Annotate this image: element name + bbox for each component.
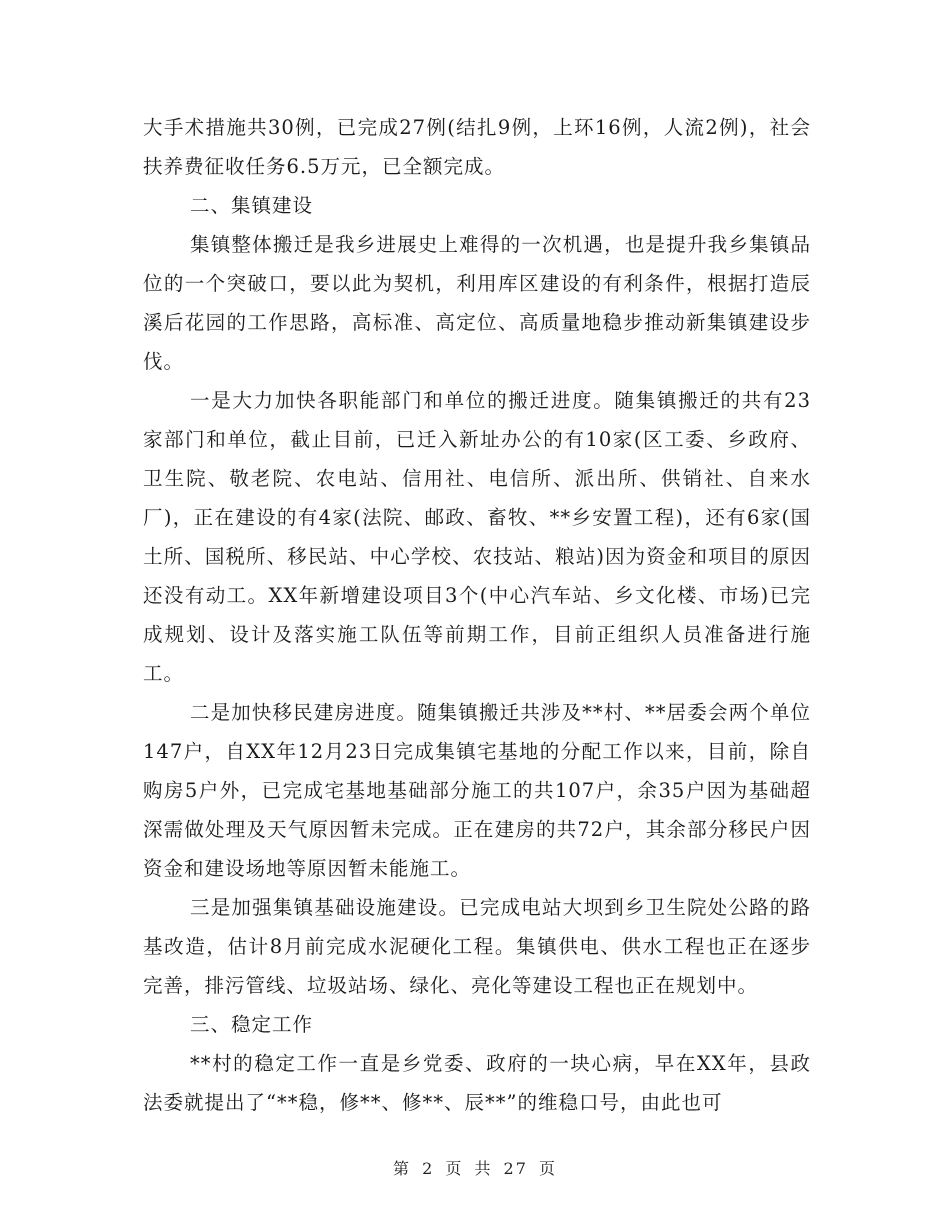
section-heading: 三、稳定工作 <box>190 1013 314 1036</box>
document-body <box>143 108 811 1122</box>
paragraph: 三是加强集镇基础设施建设。已完成电站大坝到乡卫生院处公路的路基改造，估计8月前完成水泥硬化工程。集镇供电、供水工程也正在逐步完善，排污管线、垃圾站场、绿化、亮化等建设工程也正在规划中。 <box>143 896 811 997</box>
paragraph: 大手术措施共30例，已完成27例(结扎9例，上环16例，人流2例)，社会扶养费征收任务6.5万元，已全额完成。 <box>143 116 811 178</box>
paragraph: 二是加快移民建房进度。随集镇搬迁共涉及**村、**居委会两个单位147户，自XX年12月23日完成集镇宅基地的分配工作以来，目前，除自购房5户外，已完成宅基地基础部分施工的共107户，余35户因为基础超深需做处理及天气原因暂未完成。正在建房的共72户，其余部分移民户因资金和建设场地等原因暂未能施工。 <box>143 701 811 880</box>
section-heading: 二、集镇建设 <box>190 194 314 217</box>
paragraph: 一是大力加快各职能部门和单位的搬迁进度。随集镇搬迁的共有23家部门和单位，截止目前，已迁入新址办公的有10家(区工委、乡政府、卫生院、敬老院、农电站、信用社、电信所、派出所、供销社、自来水厂)，正在建设的有4家(法院、邮政、畜牧、**乡安置工程)，还有6家(国土所、国税所、移民站、中心学校、农技站、粮站)因为资金和项目的原因还没有动工。XX年新增建设项目3个(中心汽车站、乡文化楼、市场)已完成规划、设计及落实施工队伍等前期工作，目前正组织人员准备进行施工。 <box>143 389 811 685</box>
paragraph: **村的稳定工作一直是乡党委、政府的一块心病，早在XX年，县政法委就提出了“**稳，修**、修**、辰**”的维稳口号，由此也可 <box>143 1052 811 1114</box>
paragraph: 集镇整体搬迁是我乡进展史上难得的一次机遇，也是提升我乡集镇品位的一个突破口，要以此为契机，利用库区建设的有利条件，根据打造辰溪后花园的工作思路，高标准、高定位、高质量地稳步推动新集镇建设步伐。 <box>143 233 811 373</box>
page-number: 第 2 页 共 27 页 <box>393 1159 557 1178</box>
